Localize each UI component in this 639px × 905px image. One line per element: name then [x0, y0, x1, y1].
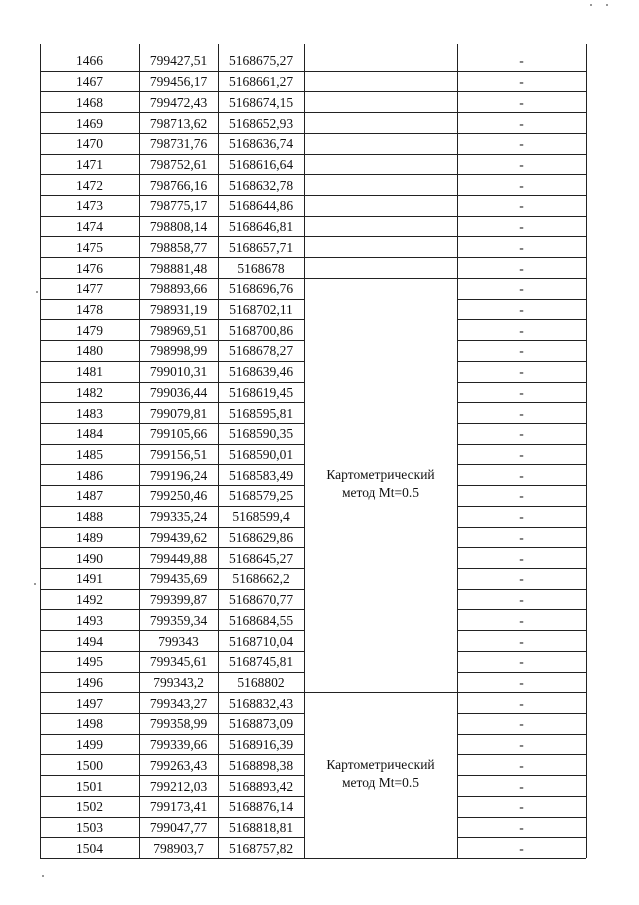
status-dash-cell: -	[519, 219, 524, 234]
table-row-border	[40, 423, 304, 424]
point-number-cell: 1470	[76, 136, 103, 151]
status-dash-cell: -	[519, 820, 524, 835]
table-row-border	[457, 444, 586, 445]
x-coordinate-cell: 799339,66	[149, 737, 208, 752]
status-dash-cell: -	[519, 779, 524, 794]
status-dash-cell: -	[519, 654, 524, 669]
point-number-cell: 1496	[76, 675, 103, 690]
table-row-border	[40, 91, 586, 92]
y-coordinate-cell: 5168832,43	[228, 696, 294, 711]
x-coordinate-cell: 798808,14	[149, 219, 208, 234]
table-row-border	[457, 485, 586, 486]
method-label: Картометрический	[326, 467, 435, 482]
table-row-border	[40, 174, 586, 175]
y-coordinate-cell: 5168745,81	[228, 654, 294, 669]
y-coordinate-cell: 5168629,86	[228, 530, 294, 545]
x-coordinate-cell: 799010,31	[149, 364, 208, 379]
y-coordinate-cell: 5168757,82	[228, 841, 294, 856]
status-dash-cell: -	[519, 841, 524, 856]
point-number-cell: 1503	[76, 820, 103, 835]
x-coordinate-cell: 798713,62	[149, 116, 208, 131]
point-number-cell: 1504	[76, 841, 103, 856]
x-coordinate-cell: 798766,16	[149, 178, 208, 193]
point-number-cell: 1494	[76, 634, 103, 649]
status-dash-cell: -	[519, 364, 524, 379]
status-dash-cell: -	[519, 716, 524, 731]
status-dash-cell: -	[519, 116, 524, 131]
status-dash-cell: -	[519, 281, 524, 296]
status-dash-cell: -	[519, 136, 524, 151]
status-dash-cell: -	[519, 385, 524, 400]
x-coordinate-cell: 798775,17	[149, 198, 208, 213]
table-row-border	[457, 382, 586, 383]
y-coordinate-cell: 5168818,81	[228, 820, 294, 835]
table-row-border	[40, 651, 304, 652]
point-number-cell: 1499	[76, 737, 103, 752]
y-coordinate-cell: 5168662,2	[232, 571, 290, 586]
y-coordinate-cell: 5168632,78	[228, 178, 294, 193]
x-coordinate-cell: 799156,51	[149, 447, 208, 462]
status-dash-cell: -	[519, 157, 524, 172]
method-label: метод Mt=0.5	[341, 485, 420, 500]
table-row-border	[457, 506, 586, 507]
y-coordinate-cell: 5168619,45	[228, 385, 294, 400]
status-dash-cell: -	[519, 240, 524, 255]
table-row-border	[457, 734, 586, 735]
table-row-border	[40, 340, 304, 341]
point-number-cell: 1495	[76, 654, 103, 669]
table-row-border	[40, 713, 304, 714]
table-row-border	[40, 278, 586, 279]
status-dash-cell: -	[519, 737, 524, 752]
point-number-cell: 1493	[76, 613, 103, 628]
x-coordinate-cell: 799196,24	[149, 468, 208, 483]
table-row-border	[457, 754, 586, 755]
point-number-cell: 1479	[76, 323, 103, 338]
status-dash-cell: -	[519, 53, 524, 68]
y-coordinate-cell: 5168599,4	[232, 509, 290, 524]
status-dash-cell: -	[519, 634, 524, 649]
x-coordinate-cell: 799449,88	[149, 551, 208, 566]
table-row-border	[40, 382, 304, 383]
table-row-border	[457, 319, 586, 320]
status-dash-cell: -	[519, 198, 524, 213]
table-row-border	[40, 630, 304, 631]
point-number-cell: 1489	[76, 530, 103, 545]
point-number-cell: 1498	[76, 716, 103, 731]
x-coordinate-cell: 798893,66	[149, 281, 208, 296]
status-dash-cell: -	[519, 95, 524, 110]
scan-speck	[606, 4, 608, 6]
point-number-cell: 1483	[76, 406, 103, 421]
point-number-cell: 1490	[76, 551, 103, 566]
x-coordinate-cell: 799456,17	[149, 74, 208, 89]
y-coordinate-cell: 5168702,11	[229, 302, 293, 317]
table-row-border	[457, 672, 586, 673]
table-row-border	[457, 547, 586, 548]
x-coordinate-cell: 799212,03	[149, 779, 208, 794]
y-coordinate-cell: 5168893,42	[228, 779, 294, 794]
point-number-cell: 1500	[76, 758, 103, 773]
table-row-border	[40, 672, 304, 673]
status-dash-cell: -	[519, 178, 524, 193]
table-row-border	[457, 568, 586, 569]
y-coordinate-cell: 5168674,15	[228, 95, 294, 110]
y-coordinate-cell: 5168639,46	[228, 364, 294, 379]
table-column-border	[586, 44, 587, 858]
table-column-border	[304, 44, 305, 858]
status-dash-cell: -	[519, 758, 524, 773]
x-coordinate-cell: 798858,77	[149, 240, 208, 255]
x-coordinate-cell: 798931,19	[149, 302, 208, 317]
y-coordinate-cell: 5168678	[237, 261, 285, 276]
point-number-cell: 1486	[76, 468, 103, 483]
status-dash-cell: -	[519, 426, 524, 441]
y-coordinate-cell: 5168696,76	[228, 281, 294, 296]
status-dash-cell: -	[519, 551, 524, 566]
status-dash-cell: -	[519, 799, 524, 814]
table-row-border	[457, 775, 586, 776]
table-row-border	[40, 464, 304, 465]
point-number-cell: 1492	[76, 592, 103, 607]
point-number-cell: 1467	[76, 74, 103, 89]
status-dash-cell: -	[519, 406, 524, 421]
point-number-cell: 1484	[76, 426, 103, 441]
status-dash-cell: -	[519, 696, 524, 711]
y-coordinate-cell: 5168652,93	[228, 116, 294, 131]
point-number-cell: 1469	[76, 116, 103, 131]
scan-speck	[42, 875, 44, 877]
x-coordinate-cell: 799343,2	[153, 675, 204, 690]
x-coordinate-cell: 799036,44	[149, 385, 208, 400]
table-row-border	[40, 154, 586, 155]
table-row-border	[457, 361, 586, 362]
status-dash-cell: -	[519, 74, 524, 89]
x-coordinate-cell: 799359,34	[149, 613, 208, 628]
y-coordinate-cell: 5168684,55	[228, 613, 294, 628]
table-row-border	[40, 837, 304, 838]
table-row-border	[40, 71, 586, 72]
y-coordinate-cell: 5168916,39	[228, 737, 294, 752]
x-coordinate-cell: 798881,48	[149, 261, 208, 276]
y-coordinate-cell: 5168700,86	[228, 323, 294, 338]
table-row-border	[40, 361, 304, 362]
point-number-cell: 1468	[76, 95, 103, 110]
y-coordinate-cell: 5168898,38	[228, 758, 294, 773]
x-coordinate-cell: 799079,81	[149, 406, 208, 421]
table-row-border	[40, 734, 304, 735]
table-row-border	[40, 692, 586, 693]
y-coordinate-cell: 5168873,09	[228, 716, 294, 731]
point-number-cell: 1475	[76, 240, 103, 255]
table-row-border	[40, 547, 304, 548]
table-row-border	[457, 340, 586, 341]
point-number-cell: 1487	[76, 488, 103, 503]
table-row-border	[40, 817, 304, 818]
y-coordinate-cell: 5168636,74	[228, 136, 294, 151]
table-row-border	[457, 589, 586, 590]
table-row-border	[457, 817, 586, 818]
x-coordinate-cell: 799173,41	[149, 799, 208, 814]
table-row-border	[457, 464, 586, 465]
point-number-cell: 1481	[76, 364, 103, 379]
status-dash-cell: -	[519, 302, 524, 317]
point-number-cell: 1472	[76, 178, 103, 193]
status-dash-cell: -	[519, 592, 524, 607]
table-row-border	[40, 568, 304, 569]
scan-speck	[34, 583, 36, 585]
table-row-border	[457, 402, 586, 403]
table-row-border	[457, 713, 586, 714]
x-coordinate-cell: 799343,27	[149, 696, 208, 711]
table-row-border	[457, 527, 586, 528]
point-number-cell: 1474	[76, 219, 103, 234]
table-row-border	[40, 319, 304, 320]
y-coordinate-cell: 5168661,27	[228, 74, 294, 89]
y-coordinate-cell: 5168616,64	[228, 157, 294, 172]
x-coordinate-cell: 799358,99	[149, 716, 208, 731]
y-coordinate-cell: 5168675,27	[228, 53, 294, 68]
point-number-cell: 1476	[76, 261, 103, 276]
x-coordinate-cell: 799343	[158, 634, 199, 649]
point-number-cell: 1477	[76, 281, 103, 296]
y-coordinate-cell: 5168657,71	[228, 240, 294, 255]
x-coordinate-cell: 798903,7	[153, 841, 204, 856]
table-row-border	[40, 754, 304, 755]
table-row-border	[457, 299, 586, 300]
y-coordinate-cell: 5168590,01	[228, 447, 294, 462]
x-coordinate-cell: 799335,24	[149, 509, 208, 524]
x-coordinate-cell: 799263,43	[149, 758, 208, 773]
status-dash-cell: -	[519, 675, 524, 690]
point-number-cell: 1497	[76, 696, 103, 711]
table-row-border	[457, 423, 586, 424]
x-coordinate-cell: 798731,76	[149, 136, 208, 151]
x-coordinate-cell: 799250,46	[149, 488, 208, 503]
point-number-cell: 1501	[76, 779, 103, 794]
y-coordinate-cell: 5168595,81	[228, 406, 294, 421]
scan-speck	[590, 4, 592, 6]
y-coordinate-cell: 5168590,35	[228, 426, 294, 441]
table-row-border	[40, 112, 586, 113]
x-coordinate-cell: 799047,77	[149, 820, 208, 835]
table-row-border	[40, 195, 586, 196]
point-number-cell: 1471	[76, 157, 103, 172]
status-dash-cell: -	[519, 613, 524, 628]
table-row-border	[40, 257, 586, 258]
point-number-cell: 1473	[76, 198, 103, 213]
status-dash-cell: -	[519, 323, 524, 338]
status-dash-cell: -	[519, 343, 524, 358]
y-coordinate-cell: 5168579,25	[228, 488, 294, 503]
x-coordinate-cell: 799345,61	[149, 654, 208, 669]
y-coordinate-cell: 5168646,81	[228, 219, 294, 234]
x-coordinate-cell: 799399,87	[149, 592, 208, 607]
table-row-border	[40, 589, 304, 590]
x-coordinate-cell: 798969,51	[149, 323, 208, 338]
table-row-border	[40, 609, 304, 610]
status-dash-cell: -	[519, 488, 524, 503]
x-coordinate-cell: 798998,99	[149, 343, 208, 358]
table-row-border	[457, 630, 586, 631]
status-dash-cell: -	[519, 447, 524, 462]
table-row-border	[457, 837, 586, 838]
y-coordinate-cell: 5168583,49	[228, 468, 294, 483]
table-row-border	[457, 796, 586, 797]
x-coordinate-cell: 799472,43	[149, 95, 208, 110]
x-coordinate-cell: 799427,51	[149, 53, 208, 68]
x-coordinate-cell: 799439,62	[149, 530, 208, 545]
status-dash-cell: -	[519, 468, 524, 483]
point-number-cell: 1485	[76, 447, 103, 462]
table-row-border	[40, 216, 586, 217]
y-coordinate-cell: 5168678,27	[228, 343, 294, 358]
table-row-border	[40, 133, 586, 134]
table-row-border	[40, 485, 304, 486]
table-row-border	[457, 651, 586, 652]
status-dash-cell: -	[519, 530, 524, 545]
status-dash-cell: -	[519, 571, 524, 586]
point-number-cell: 1482	[76, 385, 103, 400]
method-label: Картометрический	[326, 757, 435, 772]
scan-speck	[36, 291, 38, 293]
point-number-cell: 1466	[76, 53, 103, 68]
y-coordinate-cell: 5168802	[237, 675, 285, 690]
y-coordinate-cell: 5168670,77	[228, 592, 294, 607]
table-row-border	[40, 796, 304, 797]
point-number-cell: 1478	[76, 302, 103, 317]
point-number-cell: 1491	[76, 571, 103, 586]
x-coordinate-cell: 798752,61	[149, 157, 208, 172]
table-row-border	[40, 444, 304, 445]
table-row-border	[457, 609, 586, 610]
y-coordinate-cell: 5168876,14	[228, 799, 294, 814]
table-row-border	[40, 775, 304, 776]
table-row-border	[40, 236, 586, 237]
x-coordinate-cell: 799435,69	[149, 571, 208, 586]
point-number-cell: 1488	[76, 509, 103, 524]
status-dash-cell: -	[519, 509, 524, 524]
point-number-cell: 1480	[76, 343, 103, 358]
y-coordinate-cell: 5168710,04	[228, 634, 294, 649]
x-coordinate-cell: 799105,66	[149, 426, 208, 441]
y-coordinate-cell: 5168644,86	[228, 198, 294, 213]
table-row-border	[40, 506, 304, 507]
point-number-cell: 1502	[76, 799, 103, 814]
table-row-border	[40, 858, 586, 859]
table-row-border	[40, 299, 304, 300]
table-row-border	[40, 527, 304, 528]
method-label: метод Mt=0.5	[341, 775, 420, 790]
y-coordinate-cell: 5168645,27	[228, 551, 294, 566]
table-row-border	[40, 402, 304, 403]
status-dash-cell: -	[519, 261, 524, 276]
